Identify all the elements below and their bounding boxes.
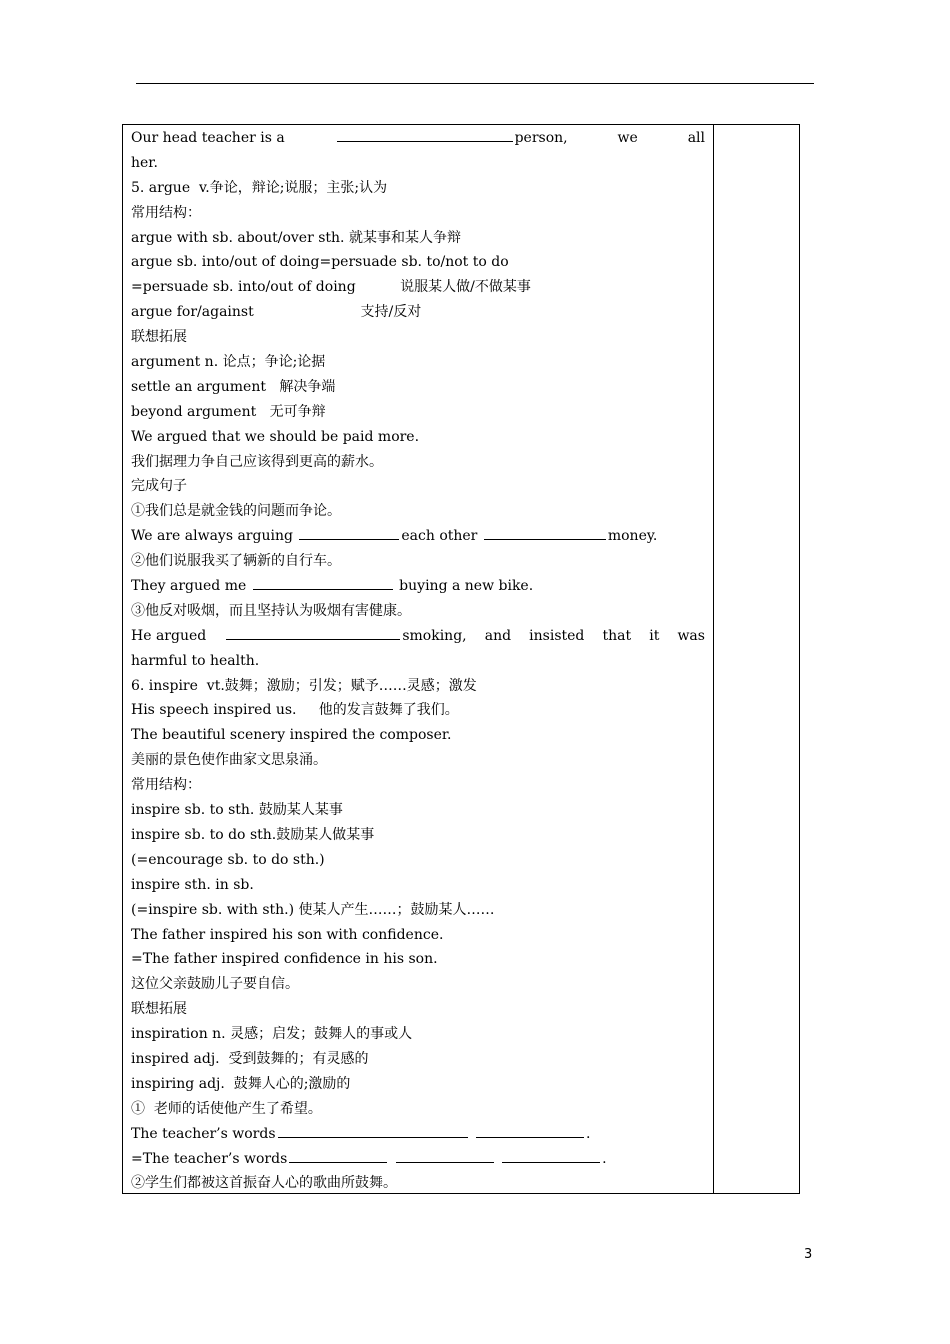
text-segment: smoking, [402,627,467,644]
answer-blank[interactable] [226,624,400,640]
exercise-line [131,1147,705,1172]
text-line: inspiring adj. 鼓舞人心的;激励的 [131,1075,351,1092]
answer-blank[interactable] [396,1147,494,1163]
answer-blank[interactable] [278,1122,468,1138]
text-line: 常用结构： [131,777,201,794]
text-line: beyond argument 无可争辩 [131,403,326,420]
answer-blank[interactable] [289,1147,387,1163]
text-segment: . [602,1150,607,1167]
text-line: His speech inspired us. 他的发言鼓舞了我们。 [131,702,459,719]
text-line: 我们据理力争自己应该得到更高的薪水。 [131,453,383,470]
text-line: We argued that we should be paid more. [131,428,420,445]
text-segment: We are always arguing [131,528,293,545]
text-segment: Our head teacher is a [131,130,285,146]
text-line: her. [131,154,158,171]
text-line: The father inspired his son with confidence. [131,926,444,943]
text-line: =The father inspired confidence in his son. [131,951,438,968]
text-line [131,126,705,151]
text-line: harmful to health. [131,652,260,669]
text-line: ②学生们都被这首振奋人心的歌曲所鼓舞。 [131,1175,397,1192]
text-line: The beautiful scenery inspired the composer. [131,727,452,744]
answer-blank[interactable] [476,1122,584,1138]
main-cell [131,126,705,1196]
text-line: 联想拓展 [131,1001,187,1018]
column-divider [713,125,714,1193]
text-segment: person, [514,130,568,146]
answer-blank[interactable] [337,126,513,142]
text-segment: insisted [529,627,585,644]
exercise-line [131,524,705,549]
exercise-line [131,624,705,649]
text-segment: each other [401,528,478,545]
worksheet-table [122,124,800,1194]
section-heading: 6. inspire vt.鼓舞；激励；引发；赋予……灵感；激发 [131,677,477,694]
text-line: 这位父亲鼓励儿子要自信。 [131,976,299,993]
text-line: ②他们说服我买了辆新的自行车。 [131,553,341,570]
text-line: (=inspire sb. with sth.) 使某人产生……；鼓励某人…… [131,901,495,918]
exercise-line [131,1122,705,1147]
text-segment: He argued [131,627,207,644]
exercise-line [131,574,705,599]
text-line: argue for/against 支持/反对 [131,304,422,321]
text-line: argue sb. into/out of doing=persuade sb. to/not to do [131,254,509,271]
text-line: 联想拓展 [131,329,187,346]
text-line: settle an argument 解决争端 [131,378,336,395]
text-line: inspire sb. to sth. 鼓励某人某事 [131,802,343,819]
answer-blank[interactable] [484,524,606,540]
text-line: (=encourage sb. to do sth.) [131,851,325,868]
text-line: ①我们总是就金钱的问题而争论。 [131,503,341,520]
answer-blank[interactable] [253,574,393,590]
text-segment: was [677,627,705,644]
text-segment: The teacher’s words [131,1125,276,1142]
text-line: ③他反对吸烟，而且坚持认为吸烟有害健康。 [131,602,411,619]
text-line: inspired adj. 受到鼓舞的；有灵感的 [131,1050,369,1067]
text-segment: we [617,130,638,146]
text-segment: and [484,627,512,644]
section-heading: 5. argue v.争论，辩论;说服；主张;认为 [131,179,388,196]
text-segment: all [687,130,705,146]
text-line: inspire sth. in sb. [131,876,254,893]
page-number: 3 [804,1247,813,1262]
text-line: 美丽的景色使作曲家文思泉涌。 [131,752,327,769]
text-line: 完成句子 [131,478,187,495]
text-segment: that [602,627,632,644]
header-rule [136,83,814,84]
text-line: =persuade sb. into/out of doing 说服某人做/不做某事 [131,279,531,296]
text-line: inspire sb. to do sth.鼓励某人做某事 [131,826,375,843]
text-segment: money. [607,528,658,545]
text-line: inspiration n. 灵感；启发；鼓舞人的事或人 [131,1026,413,1043]
text-line: argue with sb. about/over sth. 就某事和某人争辩 [131,229,461,246]
text-line: ① 老师的话使他产生了希望。 [131,1100,322,1117]
text-segment: it [649,627,660,644]
answer-blank[interactable] [502,1147,600,1163]
text-segment: =The teacher’s words [131,1150,288,1167]
text-segment: buying a new bike. [394,578,534,595]
text-line: 常用结构： [131,204,201,221]
text-segment: . [585,1125,591,1142]
text-segment: They argued me [131,578,247,595]
text-line: argument n. 论点；争论;论据 [131,354,326,371]
answer-blank[interactable] [299,524,399,540]
